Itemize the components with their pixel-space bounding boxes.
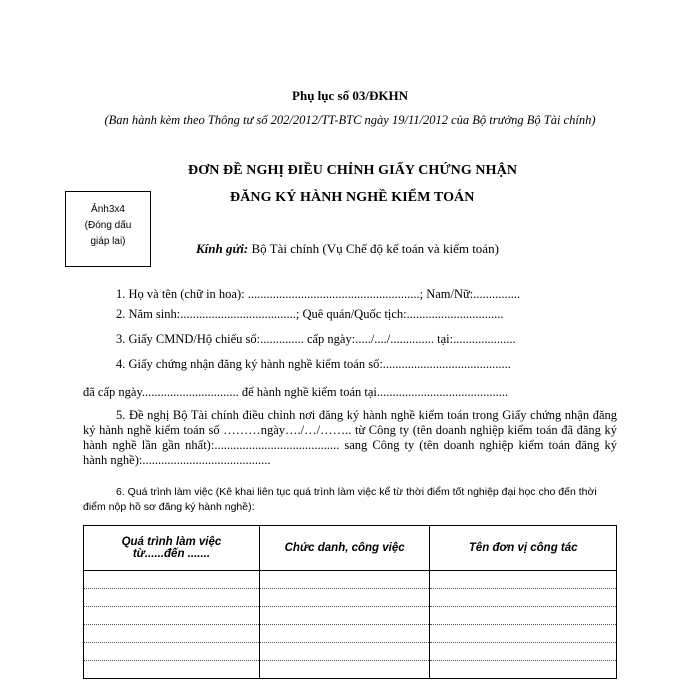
field-full-name: 1. Họ và tên (chữ in hoa): .......................................................; Nam/Nữ:............... [116,287,521,301]
field-birth-year: 2. Năm sinh:.....................................; Quê quán/Quốc tịch:............................... [116,307,504,321]
table-cell[interactable] [259,607,430,625]
table-row [84,643,617,661]
photo-stamp-note: (Đóng dấu [84,220,132,231]
recipient-line [196,241,499,257]
recipient-label: Kính gửi: [196,241,249,256]
table-row [84,625,617,643]
table-cell[interactable] [259,589,430,607]
photo-placeholder-box [65,191,151,267]
issued-by-note: (Ban hành kèm theo Thông tư số 202/2012/TT-BTC ngày 19/11/2012 của Bộ trưởng Bộ Tài chính) [104,113,596,127]
table-cell[interactable] [259,625,430,643]
photo-stamp-note-2: giáp lai) [90,236,126,247]
photo-label: Ảnh3x4 [91,204,125,215]
table-row [84,589,617,607]
table-cell[interactable] [430,625,617,643]
table-cell[interactable] [84,643,260,661]
column-header-period-line-1: Quá trình làm việc [121,536,222,548]
table-cell[interactable] [259,571,430,589]
field-id-card: 3. Giấy CMND/Hộ chiếu số:.............. cấp ngày:...../..../.............. tại:.................... [116,332,516,346]
field-adjustment-request: 5. Đề nghị Bộ Tài chính điều chỉnh nơi đăng ký hành nghề kiểm toán trong Giấy chứng nhận đăng ký hành nghề kiểm toán số ………ngày…./…/…….. từ Công ty (tên doanh nghiệp kiểm toán đã đăng ký hành nghề lần gần nhất):........................................ sang Công ty (tên doanh nghiệp kiểm toán đăng ký hành nghề):......................................... [83,408,617,467]
table-cell[interactable] [430,643,617,661]
table-cell[interactable] [430,607,617,625]
field-work-history-label: 6. Quá trình làm việc (Kê khai liên tục quá trình làm việc kể từ thời điểm tốt nghiệp đại học cho đến thời điểm nộp hồ sơ đăng ký hành nghề): [83,486,597,513]
table-row [84,661,617,679]
table-cell[interactable] [84,571,260,589]
column-header-period-line-2: từ......đến ....... [132,548,211,560]
work-history-table [83,525,617,679]
table-cell[interactable] [430,589,617,607]
column-header-period [84,526,260,571]
table-cell[interactable] [430,661,617,679]
table-cell[interactable] [84,607,260,625]
form-title-line-2: ĐĂNG KÝ HÀNH NGHỀ KIỂM TOÁN [230,190,475,205]
field-certificate-number: 4. Giấy chứng nhận đăng ký hành nghề kiểm toán số:......................................... [116,357,511,371]
field-certificate-date: đã cấp ngày............................... để hành nghề kiểm toán tại.......................................... [83,385,509,399]
table-cell[interactable] [84,625,260,643]
column-header-organization: Tên đơn vị công tác [430,526,617,571]
recipient-value: Bộ Tài chính (Vụ Chế độ kế toán và kiểm toán) [248,241,499,256]
table-cell[interactable] [84,661,260,679]
table-cell[interactable] [259,661,430,679]
column-header-position: Chức danh, công việc [259,526,430,571]
table-row [84,571,617,589]
table-row [84,607,617,625]
table-cell[interactable] [430,571,617,589]
form-title-line-1: ĐƠN ĐỀ NGHỊ ĐIỀU CHỈNH GIẤY CHỨNG NHẬN [188,163,518,178]
appendix-number: Phụ lục số 03/ĐKHN [292,88,408,103]
table-cell[interactable] [259,643,430,661]
table-cell[interactable] [84,589,260,607]
table-header-row [84,526,617,571]
